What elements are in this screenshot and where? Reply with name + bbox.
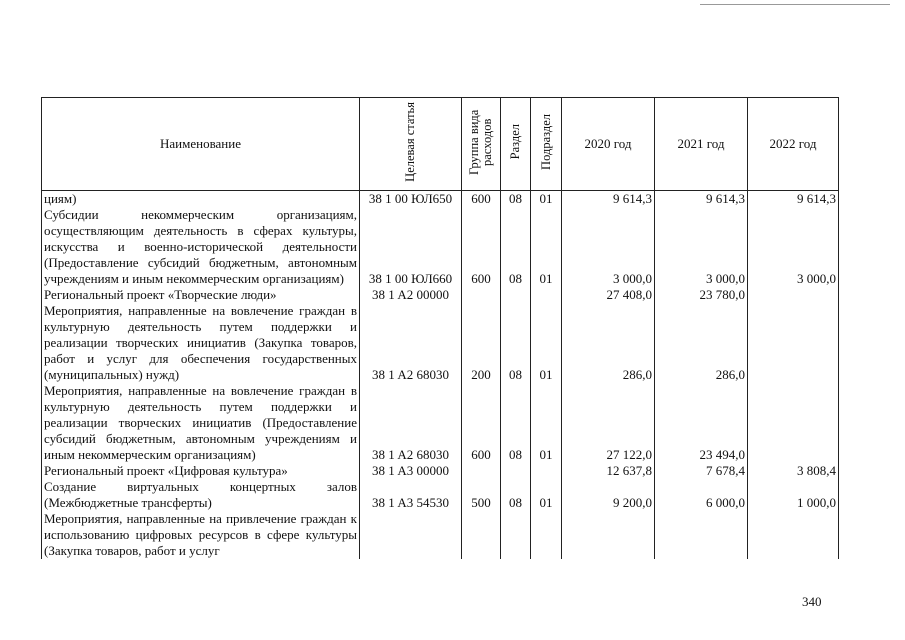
row-code: 38 1 00 ЮЛ660: [360, 207, 462, 287]
table-header-row: [42, 98, 839, 191]
row-2022: 3 000,0: [748, 207, 839, 287]
row-2021: 286,0: [655, 303, 748, 383]
row-2021: 6 000,0: [655, 479, 748, 511]
row-section: 08: [501, 383, 531, 463]
row-2022: [748, 303, 839, 383]
row-code: [360, 511, 462, 559]
row-group: [462, 463, 501, 479]
header-target: Целевая статья: [360, 98, 462, 191]
row-code: 38 1 A2 00000: [360, 287, 462, 303]
row-2021: 3 000,0: [655, 207, 748, 287]
row-2020: 27 408,0: [562, 287, 655, 303]
row-2020: 27 122,0: [562, 383, 655, 463]
row-2022: [748, 511, 839, 559]
row-group: [462, 287, 501, 303]
header-name: Наименование: [42, 98, 360, 191]
row-name: Региональный проект «Цифровая культура»: [42, 463, 360, 479]
row-name: Мероприятия, направленные на привлечение граждан к использованию цифровых ресурсов в сфере культуры (Закупка товаров, работ и услуг: [42, 511, 360, 559]
row-code: 38 1 00 ЮЛ650: [360, 191, 462, 208]
header-2021: 2021 год: [655, 98, 748, 191]
row-2020: [562, 511, 655, 559]
header-subsection: Подраздел: [531, 98, 562, 191]
row-group: 600: [462, 383, 501, 463]
row-subsection: 01: [531, 383, 562, 463]
row-section: 08: [501, 479, 531, 511]
row-2022: 9 614,3: [748, 191, 839, 208]
row-section: [501, 463, 531, 479]
row-2020: 286,0: [562, 303, 655, 383]
row-2022: 3 808,4: [748, 463, 839, 479]
table-row: [42, 303, 839, 383]
row-code: 38 1 A2 68030: [360, 383, 462, 463]
row-subsection: 01: [531, 479, 562, 511]
row-2021: 23 780,0: [655, 287, 748, 303]
row-subsection: 01: [531, 191, 562, 208]
budget-table: [41, 97, 839, 559]
row-name: Создание виртуальных концертных залов (Межбюджетные трансферты): [42, 479, 360, 511]
row-name: Субсидии некоммерческим организациям, осуществляющим деятельность в сферах культуры, искусства и военно-исторической деятельности (Предоставление субсидий бюджетным, автономным учреждениям и иным некоммерческим организациям): [42, 207, 360, 287]
row-group: 200: [462, 303, 501, 383]
row-2022: 1 000,0: [748, 479, 839, 511]
row-group: 600: [462, 207, 501, 287]
table-row: [42, 479, 839, 511]
row-2022: [748, 383, 839, 463]
header-2022: 2022 год: [748, 98, 839, 191]
row-group: 600: [462, 191, 501, 208]
table-row: [42, 511, 839, 559]
row-2020: 3 000,0: [562, 207, 655, 287]
row-name: Мероприятия, направленные на вовлечение граждан в культурную деятельность путем поддержки и реализации творческих инициатив (Предоставление субсидий бюджетным, автономным учреждениям и иным некоммерческим организациям): [42, 383, 360, 463]
table-row: [42, 463, 839, 479]
row-group: [462, 511, 501, 559]
header-group: Группа вида расходов: [462, 98, 501, 191]
row-section: 08: [501, 207, 531, 287]
table-row: [42, 383, 839, 463]
row-section: [501, 511, 531, 559]
row-section: [501, 287, 531, 303]
row-name: Региональный проект «Творческие люди»: [42, 287, 360, 303]
table-row: [42, 191, 839, 208]
row-code: 38 1 A3 54530: [360, 479, 462, 511]
row-code: 38 1 A2 68030: [360, 303, 462, 383]
top-rule: [700, 4, 890, 5]
row-2020: 9 614,3: [562, 191, 655, 208]
row-section: 08: [501, 303, 531, 383]
row-2022: [748, 287, 839, 303]
row-2021: [655, 511, 748, 559]
row-subsection: [531, 463, 562, 479]
row-2020: 9 200,0: [562, 479, 655, 511]
row-subsection: [531, 287, 562, 303]
row-subsection: 01: [531, 303, 562, 383]
row-name: циям): [42, 191, 360, 208]
row-name: Мероприятия, направленные на вовлечение граждан в культурную деятельность путем поддержки и реализации творческих инициатив (Закупка товаров, работ и услуг для обеспечения государственных (муниципальных) нужд): [42, 303, 360, 383]
row-code: 38 1 A3 00000: [360, 463, 462, 479]
row-2021: 23 494,0: [655, 383, 748, 463]
page-number: 340: [802, 594, 822, 609]
table-row: [42, 287, 839, 303]
row-group: 500: [462, 479, 501, 511]
row-2020: 12 637,8: [562, 463, 655, 479]
row-subsection: [531, 511, 562, 559]
row-subsection: 01: [531, 207, 562, 287]
row-2021: 7 678,4: [655, 463, 748, 479]
header-2020: 2020 год: [562, 98, 655, 191]
header-section: Раздел: [501, 98, 531, 191]
row-section: 08: [501, 191, 531, 208]
row-2021: 9 614,3: [655, 191, 748, 208]
table-row: [42, 207, 839, 287]
